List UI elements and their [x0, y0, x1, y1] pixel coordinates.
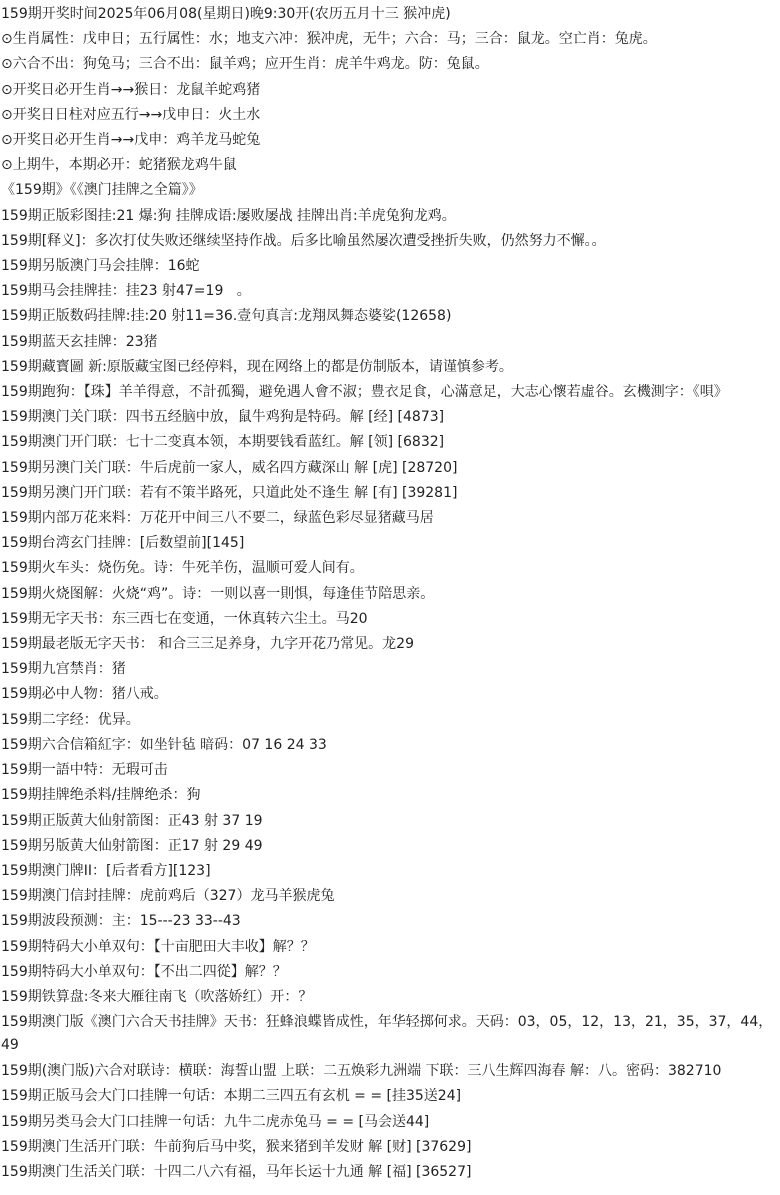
text-line: 159期马会挂牌挂：挂23 射47=19 。 — [1, 283, 251, 300]
text-line: 159期另版黄大仙射箭图：正17 射 29 49 — [1, 837, 263, 854]
text-line: 159期内部万花来料：万花开中间三八不要二，绿蓝色彩尽显猪藏马居 — [1, 510, 434, 527]
text-line: 159期一語中特：无瑕可击 — [1, 762, 168, 779]
text-line: 159期澳门开门联：七十二变真本领，本期要钱看蓝红。解 [领] [6832] — [1, 434, 445, 451]
text-line: 159期另澳门开门联：若有不策半路死，只道此处不逢生 解 [有] [39281] — [1, 484, 458, 501]
text-line: ⊙上期牛，本期必开：蛇猪猴龙鸡牛鼠 — [1, 157, 237, 174]
text-line: 159期另版澳门马会挂牌：16蛇 — [1, 258, 200, 275]
text-line: 159期澳门信封挂牌：虎前鸡后（327）龙马羊猴虎兔 — [1, 888, 335, 905]
text-line: 159期火烧图解：火烧“鸡”。诗：一则以喜一則惧，每逢佳节陪思亲。 — [1, 585, 435, 602]
text-line: 159期二字经：优异。 — [1, 711, 140, 728]
text-line: 159期波段预测：主：15---23 33--43 — [1, 913, 241, 930]
text-line: 159期火车头：烧伤免。诗：牛死羊伤，温顺可爱人间有。 — [1, 560, 364, 577]
text-line: 159期澳门关门联：四书五经脑中放，鼠牛鸡狗是特码。解 [经] [4873] — [1, 409, 445, 426]
text-line: ⊙生肖属性：戊申日；五行属性：水；地支六冲：猴冲虎，无牛；六合：马；三合：鼠龙。空亡肖：兔虎。 — [1, 31, 657, 48]
text-line: 159期特码大小单双句：【不出二四從】解？？ — [1, 963, 287, 980]
text-line: 159期开奖时间2025年06月08(星期日)晚9:30开(农历五月十三 猴冲虎) — [1, 6, 451, 22]
text-line: 159期另类马会大门口挂牌一句话：九牛二虎赤兔马 = = [马会送44] — [1, 1113, 430, 1130]
text-line: 159期六合信箱紅字：如坐针毡 暗码：07 16 24 33 — [1, 736, 327, 753]
text-line: 159期必中人物：猪八戒。 — [1, 686, 168, 703]
text-line: ⊙六合不出：狗兔马；三合不出：鼠羊鸡；应开生肖：虎羊牛鸡龙。防：兔鼠。 — [1, 56, 489, 73]
text-line: 159期正版马会大门口挂牌一句话：本期二三四五有玄机 = = [挂35送24] — [1, 1088, 462, 1105]
text-line: 159期正版彩图挂:21 爆:狗 挂牌成语:屡败屡战 挂牌出肖:羊虎兔狗龙鸡。 — [1, 207, 456, 224]
text-line: 159期另澳门关门联：牛后虎前一家人，威名四方藏深山 解 [虎] [28720] — [1, 459, 458, 476]
text-line: 159期无字天书：东三西七在变通，一休真转六尘土。马20 — [1, 610, 368, 627]
text-line: 159期最老版无字天书： 和合三三足养身，九字开花乃常见。龙29 — [1, 636, 414, 653]
text-line: ⊙开奖日必开生肖→→戊申：鸡羊龙马蛇兔 — [1, 132, 261, 149]
text-line: 159期特码大小单双句：【十亩肥田大丰收】解？？ — [1, 938, 315, 955]
text-line: 159期台湾玄门挂牌：[后数望前][145] — [1, 535, 245, 552]
text-line: 159期[释义]：多次打仗失败还继续坚持作战。后多比喻虽然屡次遭受挫折失败，仍然努力不懈。。 — [1, 232, 606, 249]
text-line: 159期(澳门版)六合对联诗：横联：海誓山盟 上联：二五焕彩九洲端 下联：三八生辉四海春 解：八。密码：382710 — [1, 1063, 722, 1080]
text-line: 159期藏寳圖 新:原版藏宝图已经停料，现在网络上的都是仿制版本，请谨慎参考。 — [1, 358, 513, 375]
text-line: 159期挂牌绝杀料/挂牌绝杀：狗 — [1, 787, 201, 804]
text-line: 159期正版数码挂牌:挂:20 射11=36.壹句真言:龙翔凤舞态婆娑(12658) — [1, 308, 452, 325]
text-line: 159期澳门牌II：[后者看方][123] — [1, 862, 211, 879]
text-line: 《159期》《《澳门挂牌之全篇》》 — [1, 182, 203, 199]
text-line: 159期澳门生活开门联：牛前狗后马中奖，猴来猪到羊发财 解 [财] [37629] — [1, 1138, 472, 1155]
text-line: 159期正版黄大仙射箭图：正43 射 37 19 — [1, 812, 263, 829]
text-line: 159期澳门生活关门联：十四二八六有福，马年长运十九通 解 [福] [36527] — [1, 1163, 472, 1180]
text-line: 159期蓝天玄挂牌：23猪 — [1, 333, 158, 350]
text-line: 159期铁算盘:冬来大雁往南飞（吹落娇红）开：？ — [1, 988, 313, 1005]
text-line: 159期九宫禁肖：猪 — [1, 661, 126, 678]
text-line: ⊙开奖日日柱对应五行→→戊申日：火土水 — [1, 106, 261, 123]
text-line: ⊙开奖日必开生肖→→猴日：龙鼠羊蛇鸡猪 — [1, 81, 261, 98]
text-line: 159期跑狗：【珠】羊羊得意，不計孤獨，避免遇人會不淑；豊衣足食，心滿意足，大志心懷若虛谷。玄機測字：《唄》 — [1, 384, 728, 401]
text-line: 159期澳门版《澳门六合天书挂牌》天书：狂蜂浪蝶皆成性，年华轻掷何求。天码：03，05，12，13，21，35，37，44，49 — [1, 1014, 773, 1054]
